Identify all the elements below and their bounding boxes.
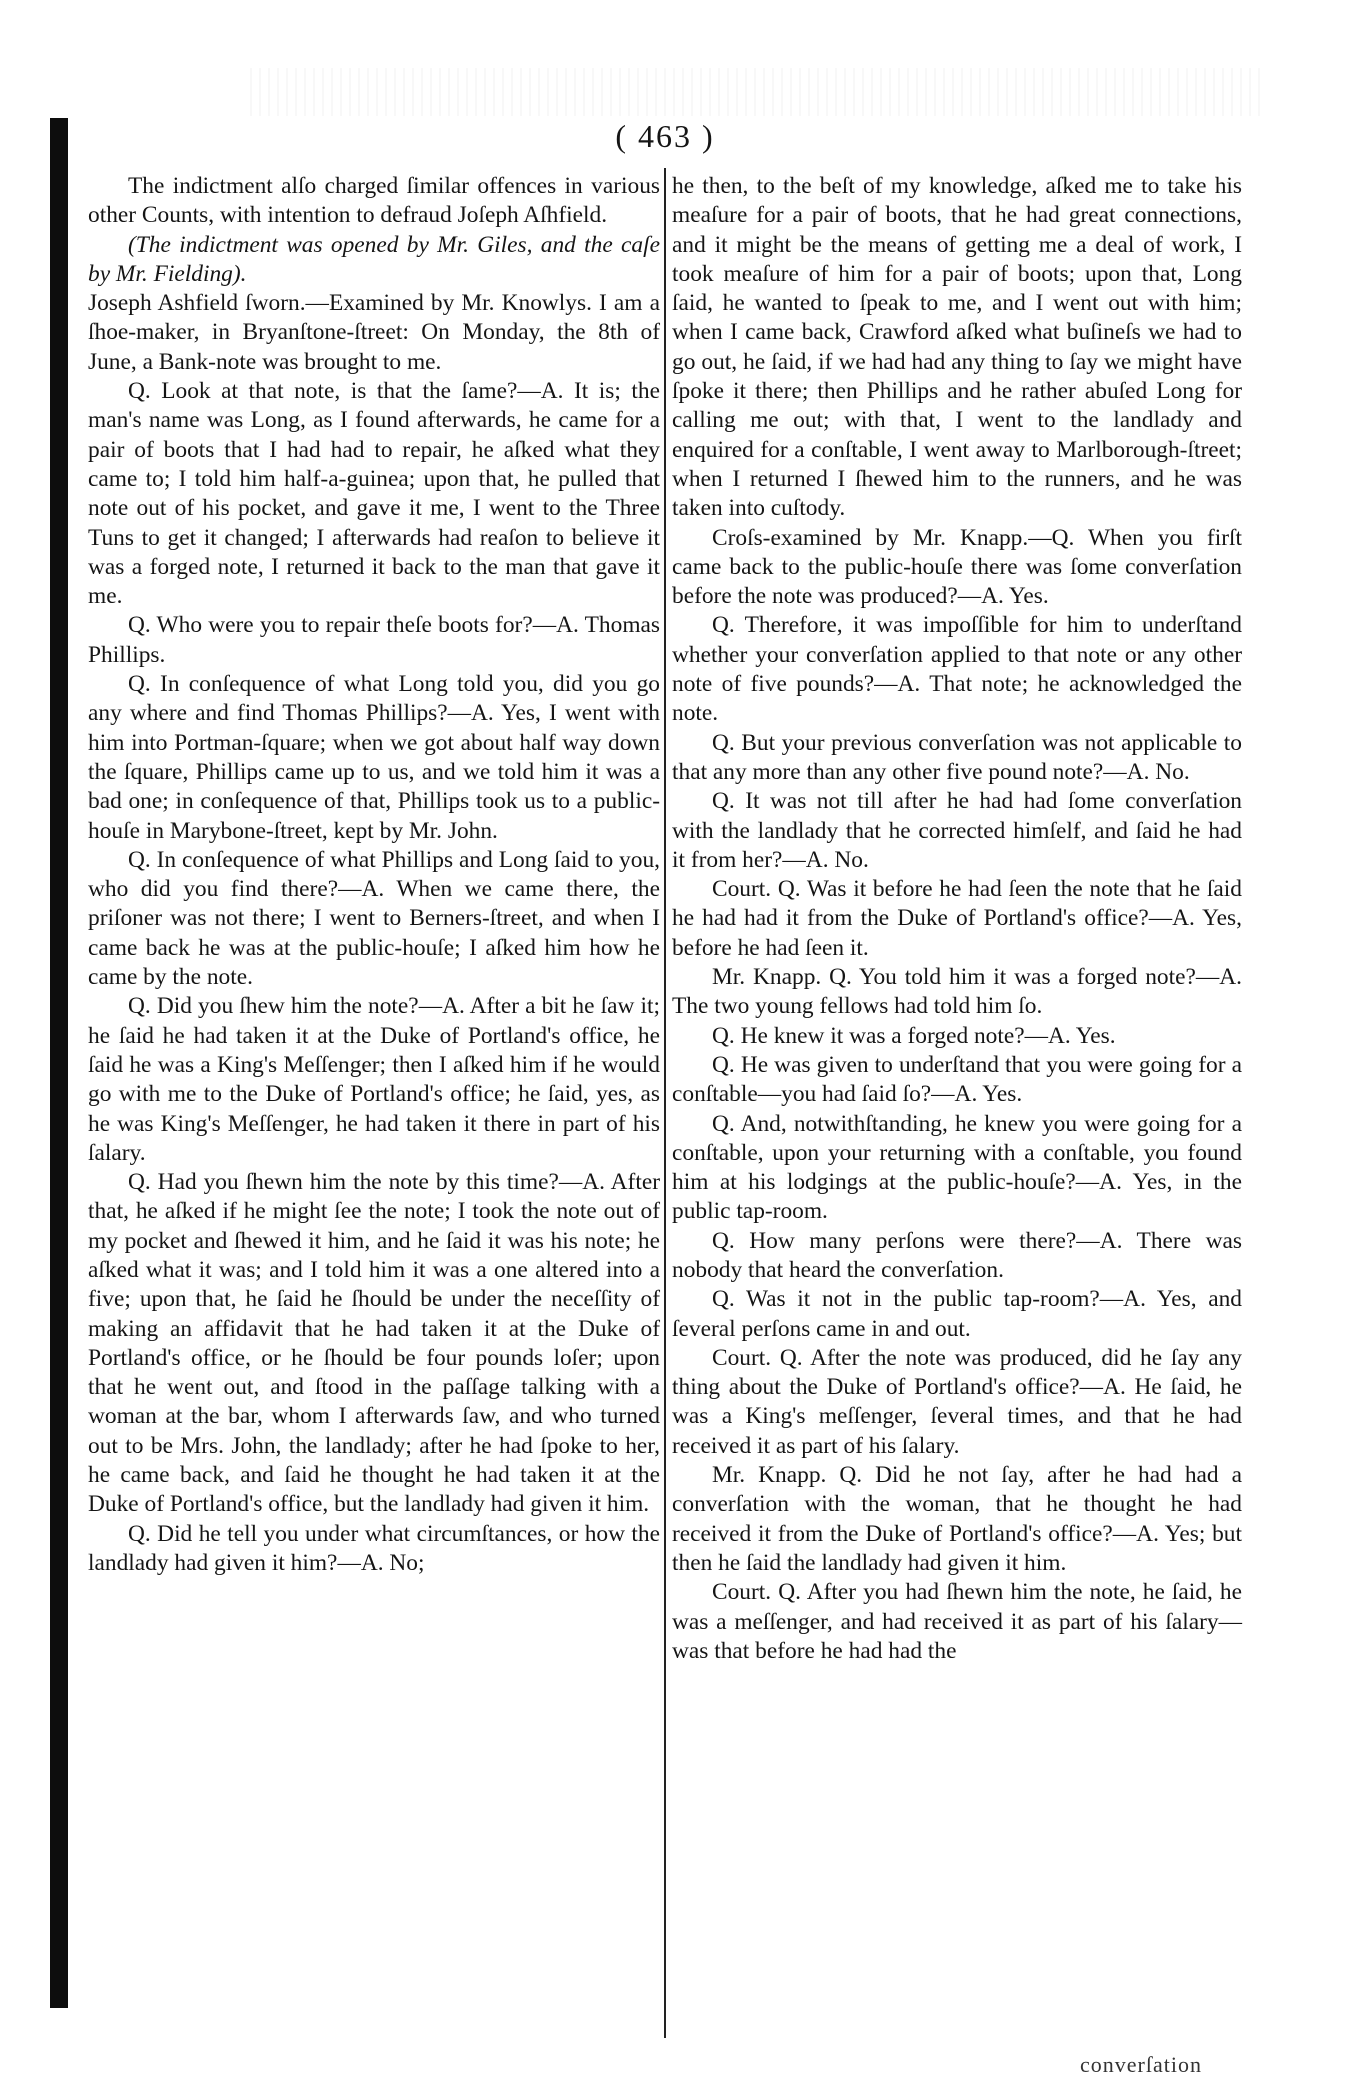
page-number: ( 463 ) [615, 118, 715, 154]
scan-speckle [250, 68, 1260, 116]
paragraph-question: Q. He was given to underſtand that you were going for a conſtable—you had ſaid ſo?—A. Yes. [672, 1051, 1242, 1108]
paragraph-question: Q. It was not till after he had had ſome converſation with the landlady that he corrected himſelf, and ſaid he had it from her?—A. No. [672, 788, 1242, 873]
paragraph-question: Q. Was it not in the public tap-room?—A. Yes, and ſeveral perſons came in and out. [672, 1286, 1242, 1342]
paragraph-court-question: Court. Q. After the note was produced, did he ſay any thing about the Duke of Portland's office?—A. He ſaid, he was a King's meſſenger, ſeveral times, and that he had received it as part of his ſalary. [672, 1344, 1242, 1459]
paragraph-question: Q. In conſequence of what Phillips and Long ſaid to you, who did you find there?—A. When we came there, the priſoner was not there; I went to Berners-ſtreet, and when I came back he was at the public-houſe; I aſked him how he came by the note. [88, 846, 660, 991]
paragraph-counsel-question: Mr. Knapp. Q. Did he not ſay, after he had had a converſation with the woman, that he thought he had received it from the Duke of Portland's office?—A. Yes; but then he ſaid the landlady had given it him. [672, 1462, 1242, 1576]
paragraph-question: Q. But your previous converſation was not applicable to that any more than any other five pound note?—A. No. [672, 729, 1242, 785]
paragraph-continuation: he then, to the beſt of my knowledge, aſked me to take his meaſure for a pair of boots, that he had great connections, and it might be the means of getting me a deal of work, I took meaſure of him for a pair of boots; upon that, Long ſaid, he wanted to ſpeak to me, and I went out with him; when I came back, Crawford aſked what buſineſs we had to go out, he ſaid, if we had had any thing to ſay we might have ſpoke it there; then Phillips and he rather abuſed Long for calling me out; with that, I went to the landlady and enquired for a conſtable, I went away to Marlborough-ſtreet; when I returned I ſhewed him to the runners, and he was taken into cuſtody. [672, 173, 1242, 522]
paragraph-question: Q. Did he tell you under what circumſtances, or how the landlady had given it him?—A. No; [88, 1520, 660, 1576]
paragraph-question: Q. Did you ſhew him the note?—A. After a bit he ſaw it; he ſaid he had taken it at the Duke of Portland's office, he ſaid he was a King's Meſſenger; then I aſked him if he would go with me to the Duke of Portland's office; he ſaid, yes, as he was King's Meſſenger, he had taken it there in part of his ſalary. [88, 993, 660, 1166]
paragraph-question: Q. Therefore, it was impoſſible for him to underſtand whether your converſation applied to that note or any other note of five pounds?—A. That note; he acknowledged the note. [672, 612, 1242, 727]
paragraph-question: Q. Who were you to repair theſe boots for?—A. Thomas Phillips. [88, 612, 660, 668]
paragraph-question: Q. In conſequence of what Long told you, did you go any where and find Thomas Phillips?—A. Yes, I went with him into Portman-ſquare; when we got about half way down the ſquare, Phillips came up to us, and we told him it was a bad one; in conſequence of that, Phillips took us to a public-houſe in Marybone-ſtreet, kept by Mr. John. [88, 671, 660, 844]
catchword: converſation [1080, 2052, 1202, 2077]
paragraph-indictment: The indictment alſo charged ſimilar offences in various other Counts, with intention to defraud Joſeph Aſhfield. [88, 173, 660, 229]
right-column [672, 172, 1242, 1666]
paragraph-question: Q. He knew it was a forged note?—A. Yes. [712, 1022, 1116, 1049]
paragraph-question: Q. And, notwithſtanding, he knew you were going for a conſtable, upon your returning with a conſtable, you found him at his lodgings at the public-houſe?—A. Yes, in the public tap-room. [672, 1110, 1242, 1225]
paragraph-question: Q. How many perſons were there?—A. There was nobody that heard the converſation. [672, 1227, 1242, 1283]
page-binding-shadow [50, 118, 68, 2008]
paragraph-opening-note: (The indictment was opened by Mr. Giles, and the caſe by Mr. Fielding). [88, 231, 660, 287]
paragraph-counsel-question: Mr. Knapp. Q. You told him it was a forged note?—A. The two young fellows had told him ſo. [672, 964, 1242, 1020]
paragraph-question: Q. Had you ſhewn him the note by this time?—A. After that, he aſked if he might ſee the note; I took the note out of my pocket and ſhewed it him, and he ſaid it was his note; he aſked what it was; and I told him it was a one altered into a five; upon that, he ſaid he ſhould be under the neceſſity of making an affidavit that he had taken it at the Duke of Portland's office, or he ſhould be four pounds loſer; upon that he went out, and ſtood in the paſſage talking with a woman at the bar, whom I afterwards ſaw, and who turned out to be Mrs. John, the landlady; after he had ſpoke to her, he came back, and ſaid he thought he had taken it at the Duke of Portland's office, but the landlady had given it him. [88, 1169, 660, 1518]
paragraph-question: Q. Look at that note, is that the ſame?—A. It is; the man's name was Long, as I found afterwards, he came for a pair of boots that I had had to repair, he aſked what they came to; I told him half-a-guinea; upon that, he pulled that note out of his pocket, and gave it me, I went to the Three Tuns to get it changed; I afterwards had reaſon to believe it was a forged note, I returned it back to the man that gave it me. [88, 378, 660, 610]
paragraph-cross-examination: Croſs-examined by Mr. Knapp.—Q. When you firſt came back to the public-houſe there was ſome converſation before the note was produced?—A. Yes. [672, 524, 1242, 610]
left-column [88, 172, 660, 1578]
paragraph-witness-sworn: Joseph Ashfield ſworn.—Examined by Mr. Knowlys. I am a ſhoe-maker, in Bryanſtone-ſtreet: On Monday, the 8th of June, a Bank-note was brought to me. [88, 290, 660, 375]
column-divider [664, 168, 666, 2038]
paragraph-court-question: Court. Q. After you had ſhewn him the note, he ſaid, he was a meſſenger, and had received it as part of his ſalary—was that before he had had the [672, 1579, 1242, 1664]
paragraph-court-question: Court. Q. Was it before he had ſeen the note that he ſaid he had had it from the Duke of Portland's office?—A. Yes, before he had ſeen it. [672, 876, 1242, 961]
